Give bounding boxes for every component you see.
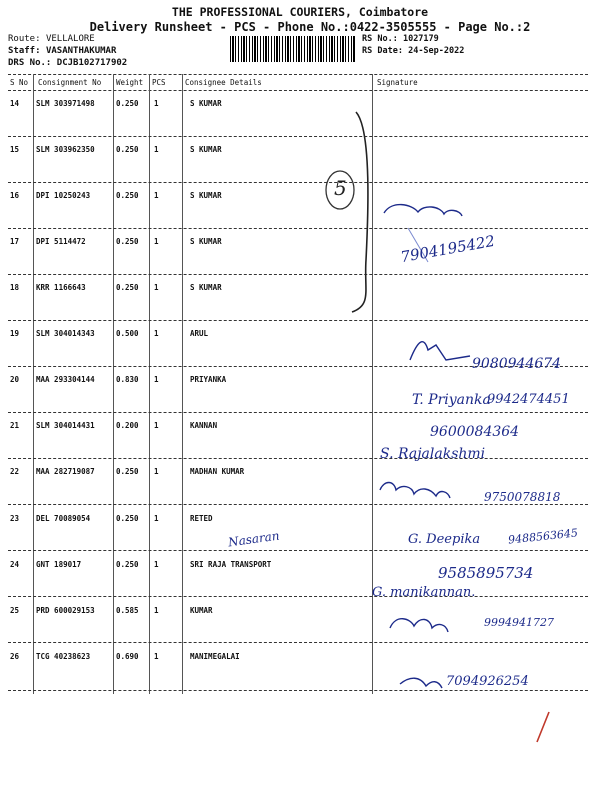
row-weight: 0.830 [116,375,139,384]
row-pcs: 1 [154,606,159,615]
row-consignee: S KUMAR [190,237,222,246]
row-consignee: KUMAR [190,606,213,615]
row-pcs: 1 [154,237,159,246]
row-weight: 0.250 [116,467,139,476]
row-sno: 21 [10,421,20,430]
company-title: THE PROFESSIONAL COURIERS, Coimbatore [171,5,429,19]
row-consignment: SLM 303971498 [36,99,95,108]
row-consignee: S KUMAR [190,145,222,154]
row-weight: 0.250 [116,99,139,108]
handwritten-phone: 9585895734 [438,564,534,582]
row-weight: 0.250 [116,560,139,569]
row-consignment: SLM 304014343 [36,329,95,338]
row-pcs: 1 [154,145,159,154]
handwritten-name: S. Rajalakshmi [380,446,486,462]
row-sno: 20 [10,375,20,384]
row-consignment: TCG 40238623 [36,652,91,661]
row-pcs: 1 [154,375,159,384]
route-value: VELLALORE [45,34,95,44]
row-consignment: MAA 282719087 [36,467,95,476]
handwritten-phone: 9942474451 [487,392,570,407]
row-weight: 0.690 [116,652,139,661]
row-consignment: GNT 189017 [36,560,82,569]
col-sno: S No [10,78,29,87]
row-consignee: SRI RAJA TRANSPORT [190,560,272,569]
row-consignment: SLM 303962350 [36,145,95,154]
handwritten-name: G. Deepika [408,532,481,547]
row-consignment: SLM 304014431 [36,421,95,430]
row-sno: 14 [10,99,20,108]
handwritten-note: Nasaran [227,528,281,550]
row-consignee: KANNAN [190,421,218,430]
row-consignment: MAA 293304144 [36,375,95,384]
row-sno: 22 [10,467,20,476]
row-consignee: ARUL [190,329,209,338]
row-weight: 0.500 [116,329,139,338]
row-pcs: 1 [154,329,159,338]
row-weight: 0.250 [116,237,139,246]
col-consignment: Consignment No [38,78,102,87]
handwritten-phone: 7904195422 [399,231,497,267]
row-consignee: MADHAN KUMAR [190,467,245,476]
row-sno: 15 [10,145,20,154]
col-consignee: Consignee Details [185,78,262,87]
row-weight: 0.585 [116,606,139,615]
row-weight: 0.250 [116,283,139,292]
row-sno: 17 [10,237,20,246]
row-consignee: RETED [190,514,213,523]
row-consignment: KRR 1166643 [36,283,86,292]
handwritten-name: T. Priyanka [412,392,491,408]
rs-no-label: RS No.: [362,34,398,44]
row-consignee: S KUMAR [190,99,222,108]
runsheet-subtitle: Delivery Runsheet - PCS - Phone No.:0422-3505555 - Page No.:2 [89,20,531,34]
handwritten-phone: 9994941727 [484,616,554,629]
row-pcs: 1 [154,99,159,108]
row-weight: 0.250 [116,191,139,200]
drs-label: DRS No.: [8,58,52,68]
row-sno: 23 [10,514,20,523]
handwritten-phone: 9080944674 [472,356,562,372]
row-consignee: S KUMAR [190,283,222,292]
row-consignee: S KUMAR [190,191,222,200]
row-pcs: 1 [154,191,159,200]
row-pcs: 1 [154,421,159,430]
row-pcs: 1 [154,283,159,292]
row-sno: 24 [10,560,20,569]
row-consignment: DPI 5114472 [36,237,86,246]
col-weight: Weight [116,78,144,87]
handwritten-phone: 7094926254 [446,674,529,689]
col-pcs: PCS [152,78,166,87]
circled-number: 5 [334,176,347,200]
col-signature: Signature [377,78,418,87]
row-weight: 0.200 [116,421,139,430]
row-consignment: DPI 10250243 [36,191,91,200]
row-sno: 16 [10,191,20,200]
handwritten-phone: 9488563645 [507,526,579,547]
row-sno: 26 [10,652,20,661]
row-pcs: 1 [154,560,159,569]
rs-date-value: 24-Sep-2022 [408,46,465,56]
drs-value: DCJB102717902 [56,58,128,68]
handwritten-phone: 9750078818 [484,490,561,504]
handwritten-name: G. manikannan. [372,585,476,600]
route-label: Route: [8,34,41,44]
rs-no-value: 1027179 [402,34,439,44]
row-weight: 0.250 [116,145,139,154]
row-pcs: 1 [154,467,159,476]
row-sno: 25 [10,606,20,615]
row-consignee: MANIMEGALAI [190,652,240,661]
row-consignment: PRD 600029153 [36,606,95,615]
row-consignment: DEL 70089054 [36,514,91,523]
row-consignee: PRIYANKA [190,375,227,384]
rs-date-label: RS Date: [362,46,403,56]
row-weight: 0.250 [116,514,139,523]
row-pcs: 1 [154,652,159,661]
handwritten-phone: 9600084364 [430,424,520,440]
staff-value: VASANTHAKUMAR [45,46,117,56]
row-sno: 19 [10,329,20,338]
row-sno: 18 [10,283,20,292]
row-pcs: 1 [154,514,159,523]
staff-label: Staff: [8,46,41,56]
